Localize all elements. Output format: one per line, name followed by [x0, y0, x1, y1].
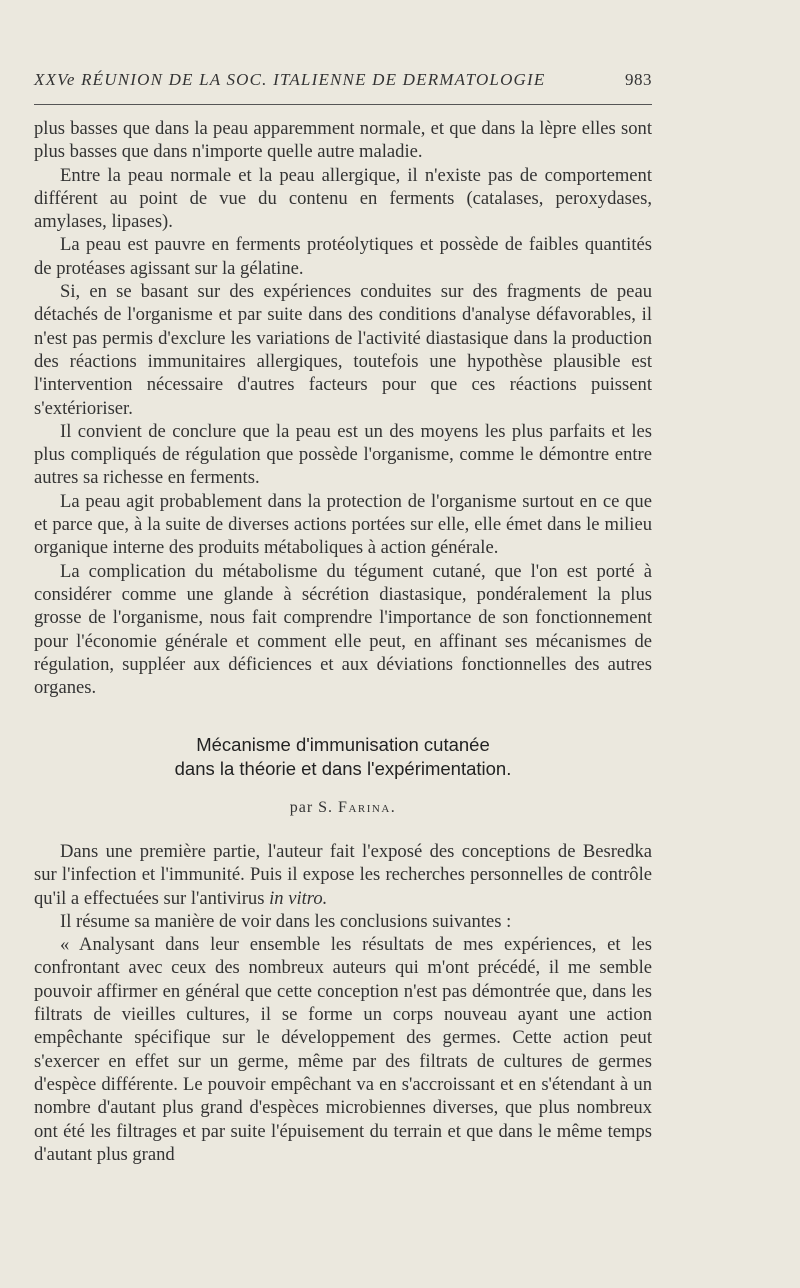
byline: [34, 799, 652, 817]
paragraph: Si, en se basant sur des expériences conduites sur des fragments de peau détachés de l'organisme et par suite dans des conditions d'analyse défavorables, il n'est pas permis d'exclure les variations de l'activité diastasique dans la production des réactions immunitaires allergiques, toutefois une hypothèse plausible est l'intervention nécessaire d'autres facteurs pour que ces réactions puissent s'extérioriser.: [34, 281, 652, 419]
paragraph: La peau est pauvre en ferments protéolytiques et possède de faibles quantités de protéases agissant sur la gélatine.: [34, 234, 652, 279]
section-title-line-2: dans la théorie et dans l'expérimentation.: [174, 758, 512, 779]
paragraph: Il convient de conclure que la peau est un des moyens les plus parfaits et les plus compliqués de régulation que possède l'organisme, comme le démontre entre autres sa richesse en ferments.: [34, 420, 652, 489]
running-header: [34, 70, 652, 100]
header-rule: [34, 104, 652, 105]
section-1-text: [34, 117, 652, 699]
running-title: XXVe RÉUNION DE LA SOC. ITALIENNE DE DERMATOLOGIE: [34, 70, 546, 89]
paragraph: [34, 840, 652, 910]
paragraph: Il résume sa manière de voir dans les conclusions suivantes :: [60, 910, 512, 932]
section-title: [34, 733, 652, 781]
section-2-text: [34, 840, 652, 1166]
section-title-line-1: Mécanisme d'immunisation cutanée: [196, 734, 490, 755]
paragraph: plus basses que dans la peau apparemment normale, et que dans la lèpre elles sont plus basses que dans n'importe quelle autre maladie.: [34, 118, 652, 163]
italic-term: in vitro.: [269, 887, 328, 909]
paragraph: La peau agit probablement dans la protection de l'organisme surtout en ce que et parce que, à la suite de diverses actions portées sur elle, elle émet dans le milieu organique interne des produits métaboliques à action générale.: [34, 490, 652, 559]
paragraph: Entre la peau normale et la peau allergique, il n'existe pas de comportement différent au point de vue du contenu en ferments (catalases, peroxydases, amylases, lipases).: [34, 164, 652, 233]
byline-author: Farina.: [338, 799, 397, 816]
paragraph: La complication du métabolisme du tégument cutané, que l'on est porté à considérer comme une glande à sécrétion diastasique, pondéralement la plus grosse de l'organisme, nous fait comprendre l'importance de son fonctionnement pour l'économie générale et comment elle peut, en affinant ses mécanismes de régulation, suppléer aux déficiences et aux déviations fonctionnelles des autres organes.: [34, 560, 652, 699]
byline-prefix: par S.: [289, 799, 334, 816]
page-number: 983: [625, 70, 652, 89]
paragraph: « Analysant dans leur ensemble les résultats de mes expériences, et les confrontant avec ceux des nombreux auteurs qui m'ont précédé, il me semble pouvoir affirmer en général que cette conception n'est pas démontrée que, dans les filtrats de vieilles cultures, il se forme un corps nouveau ayant une action empêchante spécifique sur le développement des germes. Cette action peut s'exercer en effet sur un germe, même par des filtrats de cultures de germes d'espèce différente. Le pouvoir empêchant va en s'accroissant et en s'étendant à un nombre d'autant plus grand d'espèces microbiennes diverses, que plus nombreux ont été les filtrages et par suite l'épuisement du terrain et que dans le même temps d'autant plus grand: [34, 934, 652, 1165]
paragraph-text: Dans une première partie, l'auteur fait l'exposé des conceptions de Besredka sur l'infection et l'immunité. Puis il expose les recherches personnelles de contrôle qu'il a effectuées sur l'antivirus: [34, 841, 652, 909]
